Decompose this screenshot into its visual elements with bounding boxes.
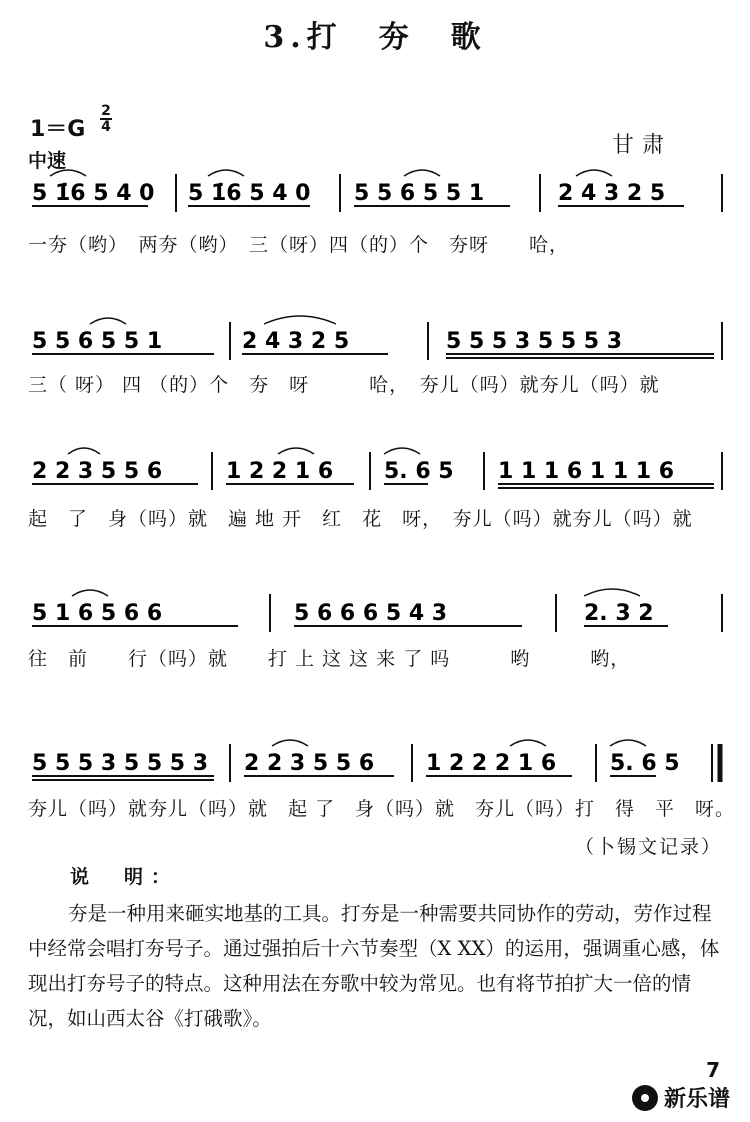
- tempo-marking: 中速: [28, 150, 67, 172]
- explanation-paragraph: [28, 896, 728, 1036]
- measure: 5 5 5 3 5 5 5 3: [32, 751, 209, 776]
- measure: 2 4 3 2 5: [242, 329, 350, 354]
- measure: 2. 3 2: [584, 601, 654, 626]
- region-label: 甘肃: [612, 133, 673, 158]
- measure: 5 5 5 3 5 5 5 3: [446, 329, 623, 354]
- lyric-line: 三（ 呀） 四 （的）个 夯 呀 哈， 夯儿（吗）就夯儿（吗）就: [28, 374, 660, 396]
- measure: 1 2 2 2 1 6: [426, 751, 557, 776]
- measure: 5 1̇6 5 4 0: [188, 181, 311, 206]
- notation-line: [28, 448, 728, 492]
- notation-line: [28, 740, 728, 784]
- staff-system: [28, 740, 728, 780]
- lyric-line: 夯儿（吗）就夯儿（吗）就 起 了 身（吗）就 夯儿（吗）打 得 平 呀。: [28, 798, 736, 820]
- record-disc-icon: [632, 1085, 658, 1111]
- measure: 5. 6 5: [610, 751, 680, 776]
- measure: 1 1 1 6 1 1 1 6: [498, 459, 675, 484]
- measure: 5 5 6 5 5 1: [32, 329, 163, 354]
- notation-line: [28, 318, 728, 362]
- notation-line: [28, 590, 728, 634]
- measure: 1 2 2 1 6: [226, 459, 334, 484]
- song-title: 3.打 夯 歌: [263, 20, 487, 55]
- measure: 2 2 3 5 5 6: [244, 751, 375, 776]
- measure: 5 1 6 5 6 6: [32, 601, 163, 626]
- staff-system: [28, 448, 728, 488]
- page-number: 7: [706, 1058, 720, 1082]
- watermark-logo: [632, 1082, 730, 1113]
- measure: 5 6 6 6 5 4 3: [294, 601, 448, 626]
- lyric-line: 往 前 行（吗）就 打 上 这 这 来 了 吗 哟 哟，: [28, 648, 631, 670]
- measure: 5 1̇6 5 4 0: [32, 181, 155, 206]
- time-numerator: 2: [101, 103, 111, 119]
- lyric-line: 起 了 身（吗）就 遍 地 开 红 花 呀， 夯儿（吗）就夯儿（吗）就: [28, 508, 693, 530]
- staff-system: [28, 318, 728, 358]
- staff-system: [28, 590, 728, 630]
- measure: 2 2 3 5 5 6: [32, 459, 163, 484]
- lyric-line: 一夯（哟） 两夯（哟） 三（呀）四（的）个 夯呀 哈，: [28, 234, 570, 256]
- transcriber-credit: （卜锡文记录）: [574, 836, 722, 858]
- explanation-heading: 说 明：: [70, 866, 179, 888]
- explanation-text: 夯是一种用来砸实地基的工具。打夯是一种需要共同协作的劳动，劳作过程中经常会唱打夯号子。通过强拍后十六节奏型（X XX）的运用，强调重心感，体现出打夯号子的特点。这种用法在夯歌中较为常见。也有将节拍扩大一倍的情况，如山西太谷《打硪歌》。: [28, 902, 720, 1030]
- key-signature: 1＝G: [30, 117, 86, 142]
- watermark-text: 新乐谱: [663, 1087, 730, 1112]
- measure: 2 4 3 2 5: [558, 181, 666, 206]
- time-signature: [100, 104, 112, 134]
- staff-system: [28, 170, 728, 210]
- measure: 5 5 6 5 5 1: [354, 181, 485, 206]
- notation-line: [28, 170, 728, 214]
- time-denominator: 4: [101, 119, 111, 135]
- measure: 5. 6 5: [384, 459, 454, 484]
